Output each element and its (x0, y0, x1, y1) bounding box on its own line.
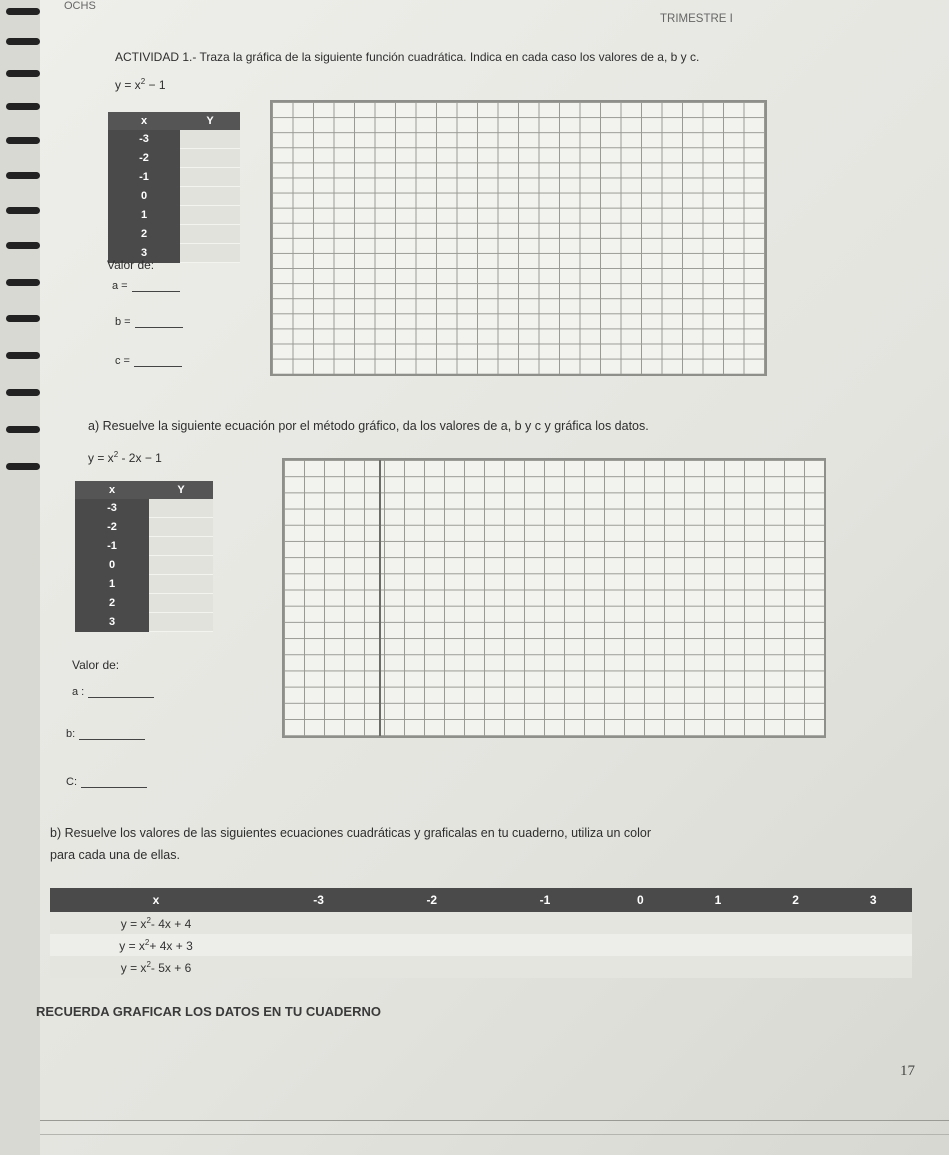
spiral-binding (0, 0, 48, 1155)
activity-title: ACTIVIDAD 1.- Traza la gráfica de la siguiente función cuadrática. Indica en cada caso los valores de a, b y c. (115, 50, 700, 64)
part-a-instructions: a) Resuelve la siguiente ecuación por el método gráfico, da los valores de a, b y c y gráfica los datos. (88, 419, 649, 433)
column-header: -3 (262, 888, 375, 912)
part-b-instructions-cont: para cada una de ellas. (50, 848, 180, 862)
table-row: -3 (75, 499, 213, 518)
part-a-equation: $y = x^2 - 2x - 1$ (88, 450, 162, 465)
y-cell[interactable] (149, 613, 213, 632)
equation-label: $y = x^2-$ 4x + 4 (50, 912, 262, 934)
y-cell[interactable] (149, 594, 213, 613)
values-label: Valor de: (107, 258, 155, 272)
table-row: 3 (75, 613, 213, 632)
part-b-instructions: b) Resuelve los valores de las siguientes ecuaciones cuadráticas y graficalas en tu cuaderno, utiliza un color (50, 826, 652, 840)
a-value-field[interactable]: a = (112, 280, 180, 292)
a-value-field[interactable]: a : (72, 686, 154, 698)
graph-grid[interactable] (270, 100, 767, 376)
table-row: 2 (108, 225, 240, 244)
c-value-field[interactable]: C: (66, 776, 147, 788)
table-row: -3 (108, 130, 240, 149)
b-value-field[interactable]: b = (115, 316, 183, 328)
table-row: -1 (108, 168, 240, 187)
y-cell[interactable] (149, 575, 213, 594)
y-cell[interactable] (180, 130, 240, 149)
trimester-label: TRIMESTRE I (660, 13, 733, 25)
column-header: 2 (757, 888, 835, 912)
y-axis-line (379, 460, 381, 736)
table-row: 1 (108, 206, 240, 225)
y-cell[interactable] (149, 499, 213, 518)
equation-label: $y = x^2-$ 5x + 6 (50, 956, 262, 978)
b-value-field[interactable]: b: (66, 728, 145, 740)
part-b-table (50, 888, 912, 978)
c-value-field[interactable]: c = (115, 355, 182, 367)
equation-label: $y = x^2+ 4x + 3$ (50, 934, 262, 956)
x-header: x (50, 888, 262, 912)
table-row: 0 (108, 187, 240, 206)
y-cell[interactable] (149, 556, 213, 575)
part-a-xy-table (75, 481, 213, 632)
y-header: Y (180, 112, 240, 130)
table-row: -1 (75, 537, 213, 556)
y-cell[interactable] (180, 187, 240, 206)
bottom-rule (40, 1134, 949, 1135)
table-row: 3 (108, 244, 240, 263)
column-header: -1 (488, 888, 601, 912)
y-cell[interactable] (180, 206, 240, 225)
table-row: 1 (75, 575, 213, 594)
table-row (50, 956, 912, 978)
page-number: 17 (900, 1063, 915, 1079)
y-cell[interactable] (149, 537, 213, 556)
column-header: 3 (834, 888, 912, 912)
y-cell[interactable] (149, 518, 213, 537)
table-row: 2 (75, 594, 213, 613)
table-row (50, 934, 912, 956)
y-header: Y (149, 481, 213, 499)
y-cell[interactable] (180, 244, 240, 263)
x-header: x (108, 112, 180, 130)
y-cell[interactable] (180, 225, 240, 244)
table-row: -2 (108, 149, 240, 168)
reminder-text: RECUERDA GRAFICAR LOS DATOS EN TU CUADERNO (36, 1004, 381, 1019)
table-row (50, 912, 912, 934)
activity-xy-table (108, 112, 240, 263)
column-header: 1 (679, 888, 757, 912)
y-cell[interactable] (180, 168, 240, 187)
values-label: Valor de: (72, 658, 120, 672)
column-header: -2 (375, 888, 488, 912)
corner-text: OCHS (64, 0, 96, 12)
x-header: x (75, 481, 149, 499)
activity-equation: $y = x^2 - 1$ (115, 77, 166, 92)
y-cell[interactable] (180, 149, 240, 168)
graph-grid[interactable] (282, 458, 826, 738)
table-row: -2 (75, 518, 213, 537)
bottom-rule (40, 1120, 949, 1121)
column-header: 0 (602, 888, 680, 912)
table-row: 0 (75, 556, 213, 575)
